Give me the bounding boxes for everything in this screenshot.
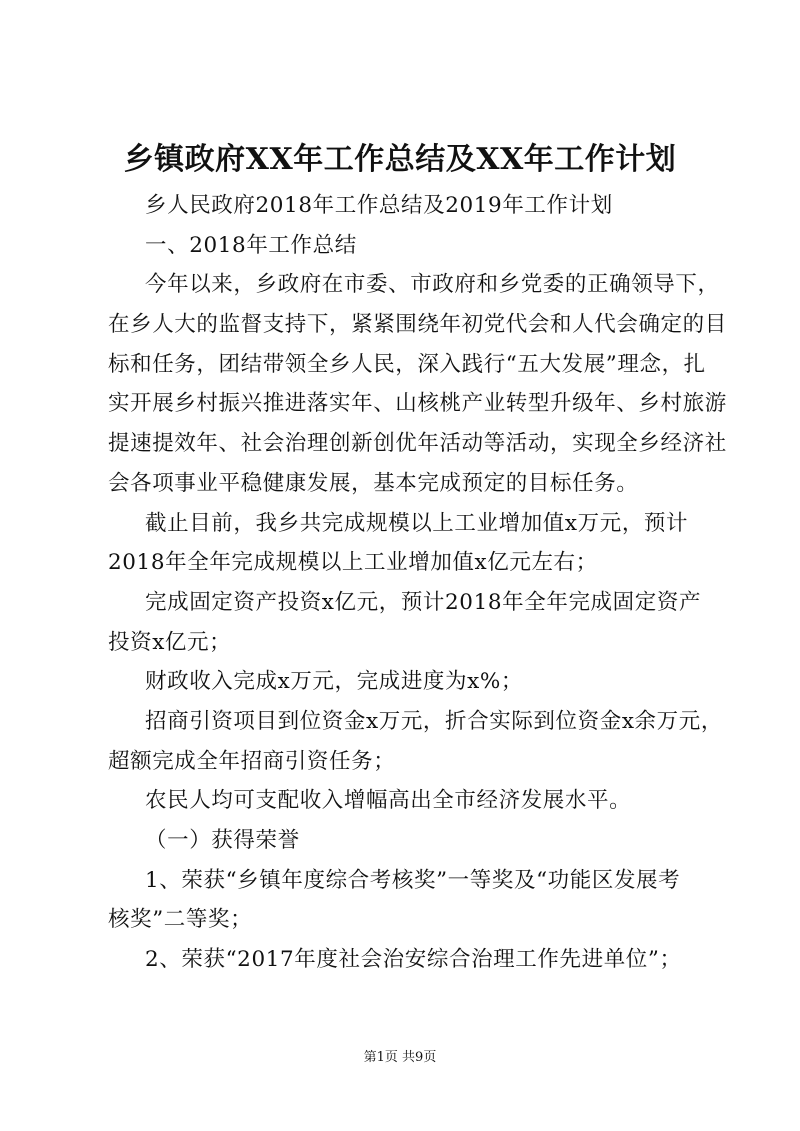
paragraph-line: 标和任务，团结带领全乡人民，深入践行“五大发展”理念，扎: [108, 351, 706, 377]
paragraph-line: 超额完成全年招商引资任务；: [108, 748, 396, 774]
paragraph-line: 2018年全年完成规模以上工业增加值x亿元左右；: [108, 550, 598, 576]
paragraph-line: 会各项事业平稳健康发展，基本完成预定的目标任务。: [108, 470, 639, 496]
page-footer: 第1页 共9页: [363, 1050, 437, 1065]
paragraph-line: 完成固定资产投资x亿元，预计2018年全年完成固定资产: [145, 589, 702, 615]
paragraph-line: 截止目前，我乡共完成规模以上工业增加值x万元，预计: [145, 510, 689, 536]
paragraph-line: 在乡人大的监督支持下，紧紧围绕年初党代会和人代会确定的目: [108, 312, 727, 338]
document-title: 乡镇政府XX年工作总结及XX年工作计划: [123, 142, 677, 177]
paragraph-line: 财政收入完成x万元，完成进度为x%；: [145, 669, 523, 695]
subsection-heading: （一）获得荣誉: [145, 828, 300, 853]
paragraph-line: 投资x亿元；: [108, 629, 232, 655]
list-item: 2、荣获“2017年度社会治安综合治理工作先进单位”；: [145, 947, 682, 973]
list-item-continuation: 核奖”二等奖；: [108, 907, 253, 933]
paragraph-line: 招商引资项目到位资金x万元，折合实际到位资金x余万元，: [145, 708, 723, 734]
paragraph-line: 今年以来，乡政府在市委、市政府和乡党委的正确领导下，: [145, 272, 720, 298]
paragraph-line: 农民人均可支配收入增幅高出全市经济发展水平。: [145, 788, 632, 814]
section-heading: 一、2018年工作总结: [145, 232, 357, 258]
document-body: [108, 186, 727, 980]
paragraph-line: 提速提效年、社会治理创新创优年活动等活动，实现全乡经济社: [108, 431, 727, 457]
paragraph-line: 实开展乡村振兴推进落实年、山核桃产业转型升级年、乡村旅游: [108, 391, 727, 417]
subtitle: 乡人民政府2018年工作总结及2019年工作计划: [145, 193, 613, 218]
list-item: 1、荣获“乡镇年度综合考核奖”一等奖及“功能区发展考: [145, 867, 681, 893]
